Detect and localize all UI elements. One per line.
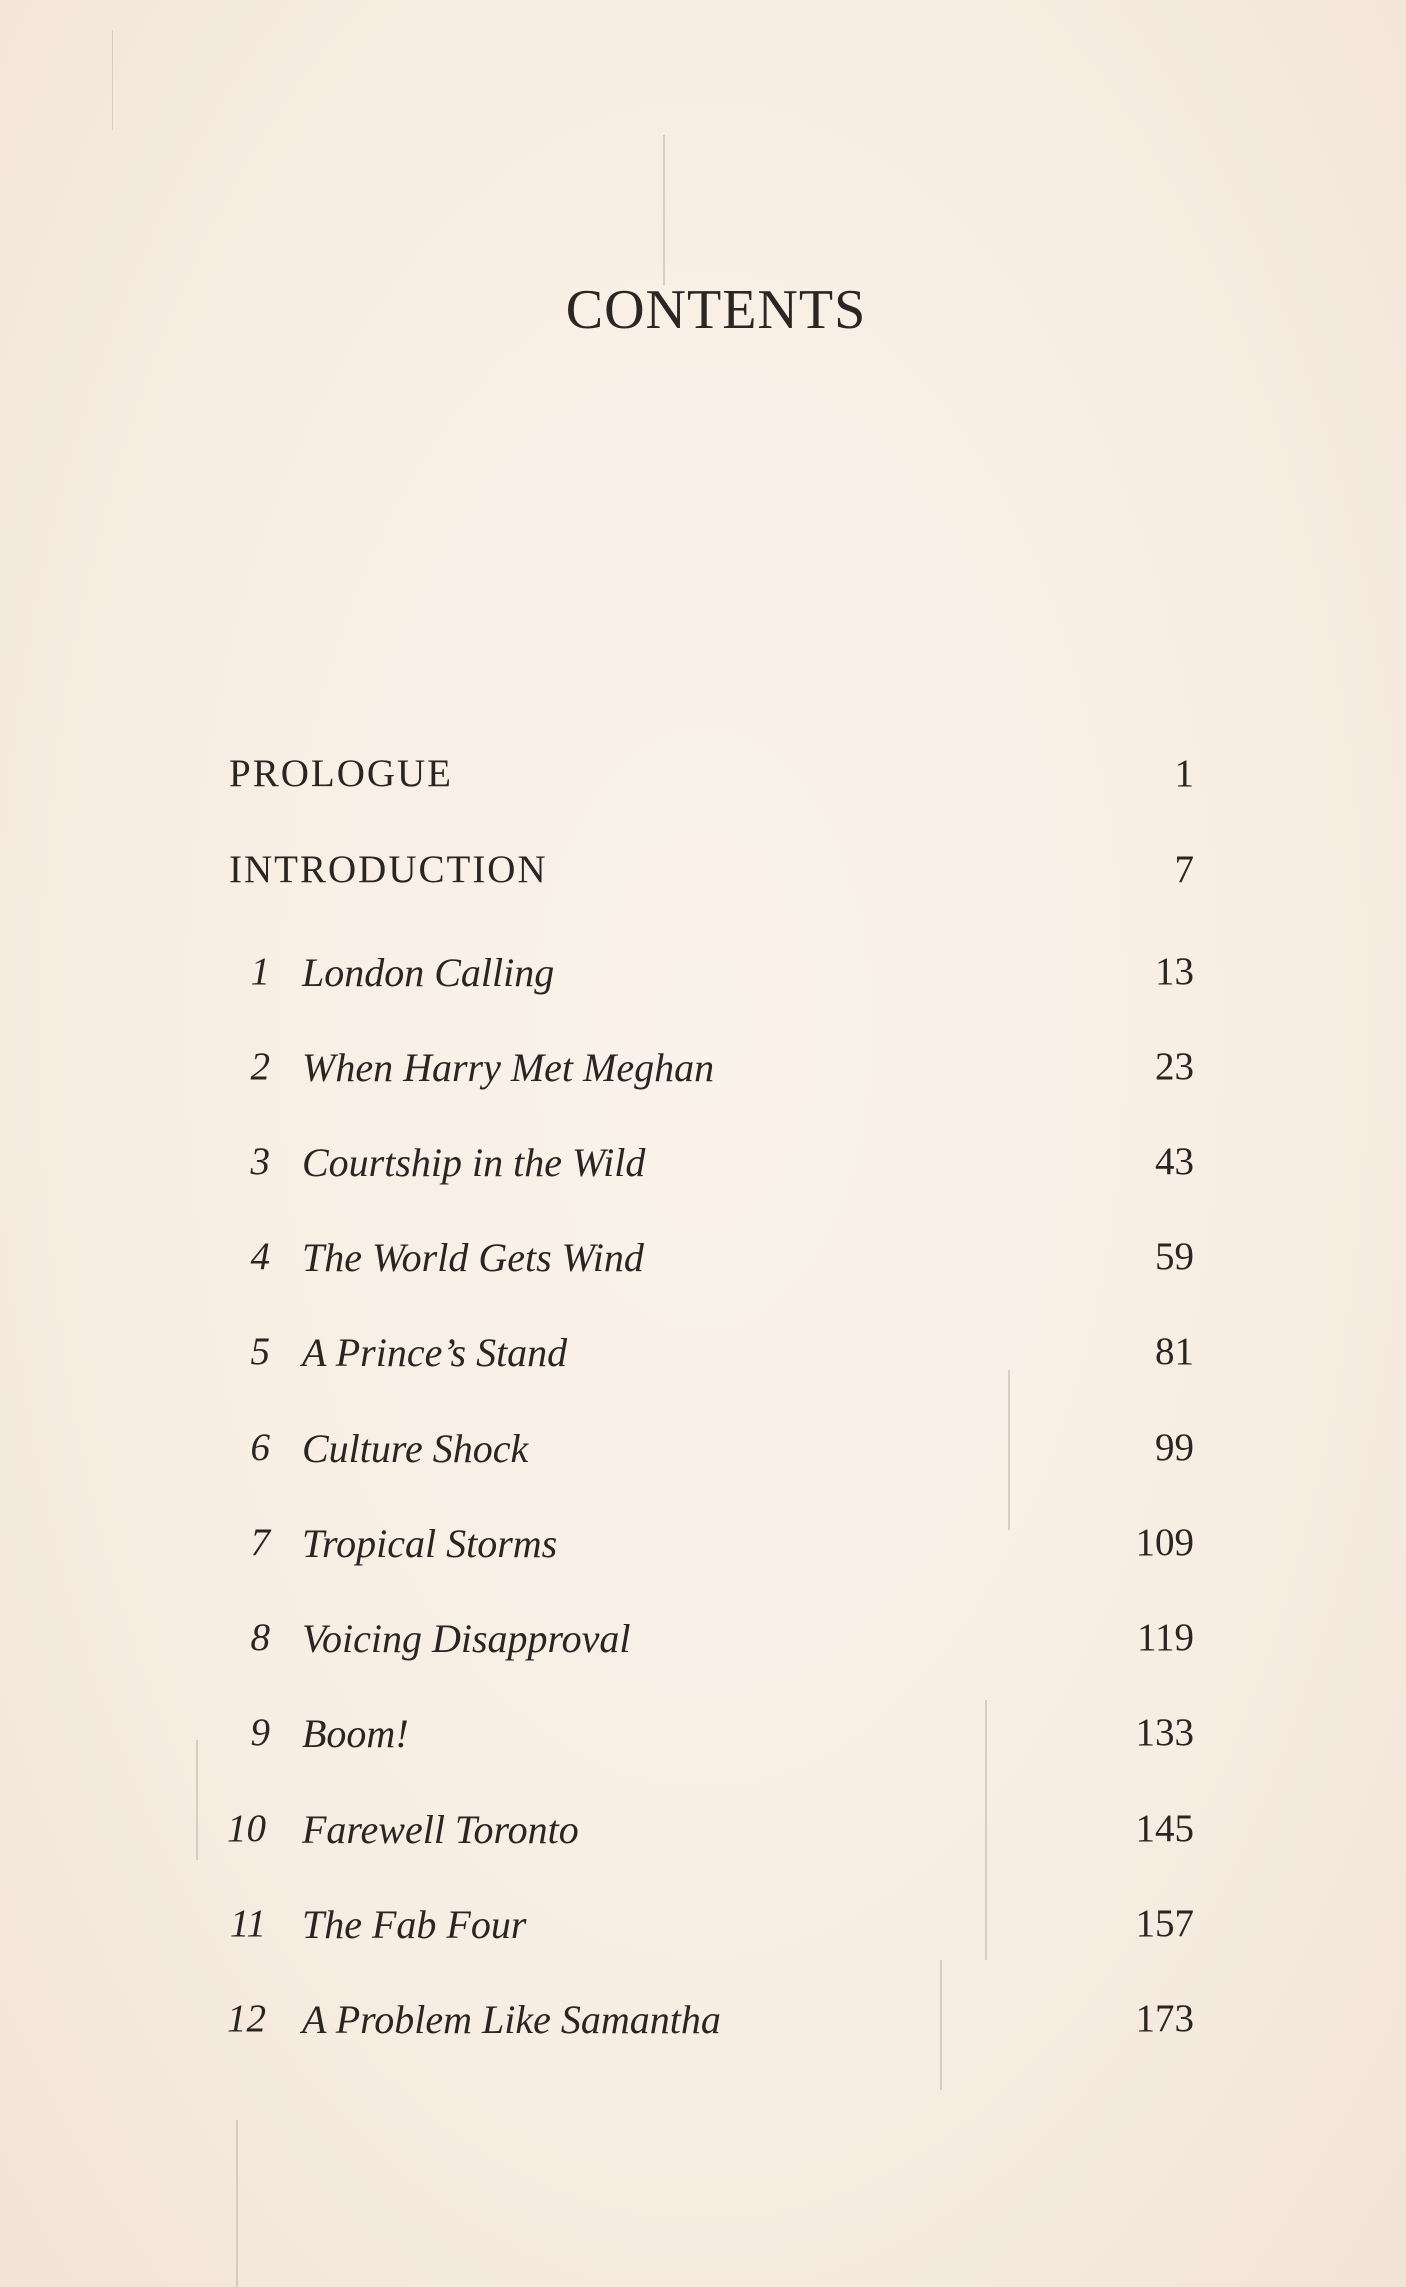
toc-chapter-row	[0, 1329, 1406, 1389]
chapter-page: 99	[1155, 1426, 1194, 1469]
chapter-number: 1	[250, 950, 270, 993]
chapter-number: 10	[227, 1807, 266, 1850]
chapter-title: Courtship in the Wild	[302, 1140, 646, 1185]
toc-entry-page: 1	[1174, 752, 1194, 795]
chapter-title: The World Gets Wind	[302, 1235, 644, 1280]
contents-heading: CONTENTS	[565, 279, 867, 341]
chapter-number: 8	[250, 1616, 270, 1659]
toc-chapter-row	[0, 1806, 1406, 1866]
toc-chapter-row	[0, 1234, 1406, 1294]
chapter-title: A Problem Like Samantha	[302, 1997, 721, 2042]
toc-entry-prologue	[0, 751, 1406, 811]
chapter-number: 3	[250, 1140, 270, 1183]
toc-chapter-row	[0, 1520, 1406, 1580]
chapter-number: 7	[250, 1521, 270, 1564]
toc-chapter-row	[0, 1425, 1406, 1485]
chapter-page: 119	[1136, 1616, 1194, 1659]
chapter-page: 173	[1135, 1997, 1194, 2040]
chapter-title: When Harry Met Meghan	[302, 1045, 715, 1090]
chapter-page: 81	[1155, 1330, 1194, 1373]
toc-chapter-row	[0, 1139, 1406, 1199]
toc-entry-label: PROLOGUE	[229, 752, 454, 795]
chapter-page: 59	[1155, 1235, 1194, 1278]
toc-entry-page: 7	[1174, 848, 1194, 891]
chapter-page: 145	[1135, 1807, 1194, 1850]
chapter-title: A Prince’s Stand	[302, 1330, 568, 1375]
toc-entry-introduction	[0, 847, 1406, 907]
chapter-title: London Calling	[302, 950, 555, 995]
chapter-number: 6	[250, 1426, 270, 1469]
toc-chapter-row	[0, 1710, 1406, 1770]
chapter-number: 4	[250, 1235, 270, 1278]
toc-chapter-row	[0, 1615, 1406, 1675]
paper-crease	[112, 30, 113, 130]
chapter-number: 5	[250, 1330, 270, 1373]
chapter-title: Farewell Toronto	[302, 1807, 579, 1852]
chapter-page: 157	[1135, 1902, 1194, 1945]
toc-chapter-row	[0, 949, 1406, 1009]
chapter-title: Culture Shock	[302, 1426, 529, 1471]
chapter-page: 13	[1155, 950, 1194, 993]
chapter-number: 11	[229, 1902, 266, 1945]
chapter-page: 133	[1135, 1711, 1194, 1754]
toc-entry-label: INTRODUCTION	[229, 848, 548, 891]
chapter-title: Voicing Disapproval	[302, 1616, 631, 1661]
toc-chapter-row	[0, 1996, 1406, 2056]
chapter-page: 23	[1155, 1045, 1194, 1088]
chapter-title: Boom!	[302, 1711, 409, 1756]
paper-crease	[236, 2120, 238, 2287]
chapter-number: 12	[227, 1997, 266, 2040]
toc-chapter-row	[0, 1901, 1406, 1961]
chapter-page: 43	[1155, 1140, 1194, 1183]
chapter-number: 9	[250, 1711, 270, 1754]
chapter-title: Tropical Storms	[302, 1521, 558, 1566]
toc-chapter-row	[0, 1044, 1406, 1104]
chapter-title: The Fab Four	[302, 1902, 527, 1947]
chapter-page: 109	[1135, 1521, 1194, 1564]
chapter-number: 2	[250, 1045, 270, 1088]
paper-crease	[663, 135, 665, 285]
